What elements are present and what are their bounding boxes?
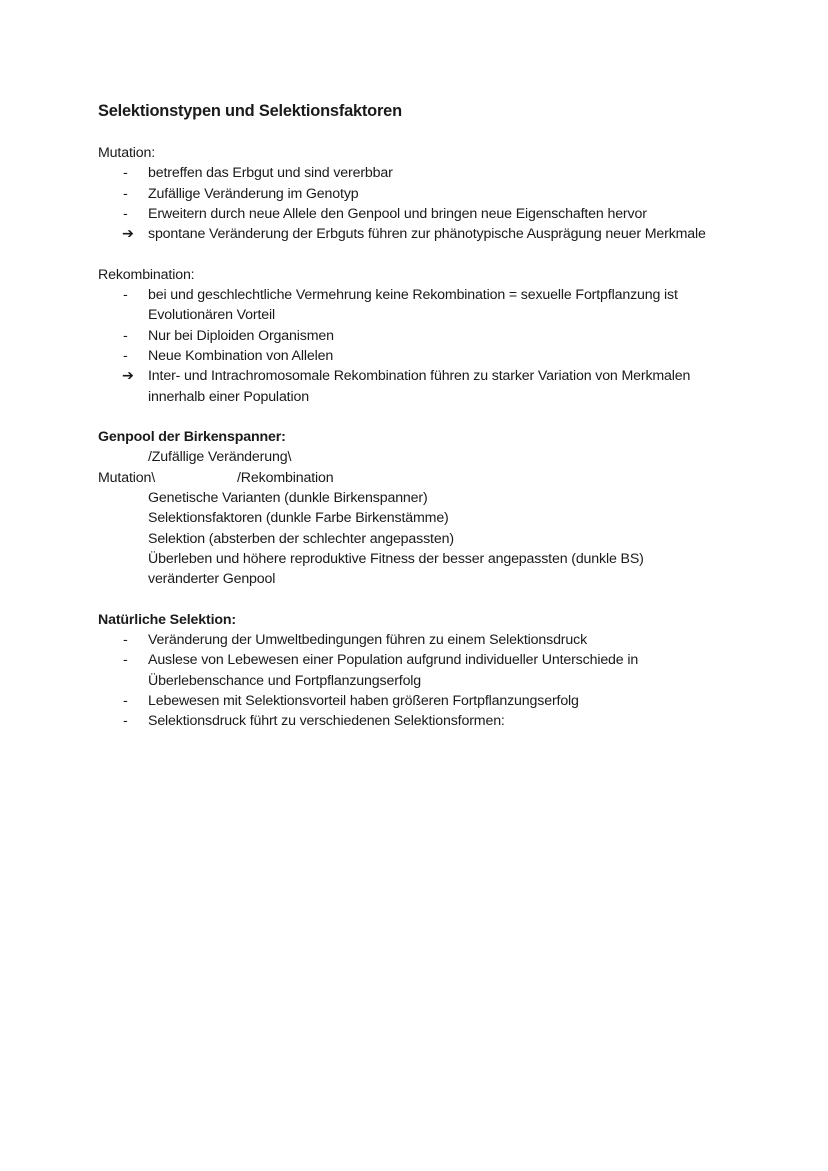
genpool-step: Überleben und höhere reproduktive Fitness der besser angepassten (dunkle BS) xyxy=(148,550,644,567)
section-natuerliche-selektion xyxy=(98,610,738,732)
list-item xyxy=(98,650,738,691)
list-item-text: Inter- und Intrachromosomale Rekombination führen zu starker Variation von Merkmalen innerhalb einer Population xyxy=(148,368,691,405)
list-item-text: Erweitern durch neue Allele den Genpool und bringen neue Eigenschaften hervor xyxy=(148,205,647,222)
section-heading-natuerliche-selektion: Natürliche Selektion: xyxy=(98,611,236,628)
arrow-right-icon: ➔ xyxy=(122,368,134,385)
genpool-diagram-line-1: /Zufällige Veränderung\ xyxy=(148,449,292,466)
list-item xyxy=(98,326,738,346)
list-item xyxy=(98,285,738,326)
list-item xyxy=(98,691,738,711)
list-item xyxy=(98,184,738,204)
section-genpool xyxy=(98,427,738,589)
document-content xyxy=(98,100,738,752)
section-heading-genpool: Genpool der Birkenspanner: xyxy=(98,429,286,446)
dash-bullet-icon: - xyxy=(123,652,128,669)
section-mutation xyxy=(98,143,738,244)
section-rekombination xyxy=(98,265,738,407)
dash-bullet-icon: - xyxy=(123,185,128,202)
genpool-step: Selektion (absterben der schlechter angepassten) xyxy=(148,530,454,547)
dash-bullet-icon: - xyxy=(123,713,128,730)
section-heading-mutation: Mutation: xyxy=(98,145,156,161)
list-item-text: spontane Veränderung der Erbguts führen zur phänotypische Ausprägung neuer Merkmale xyxy=(148,226,706,243)
arrow-right-icon: ➔ xyxy=(122,226,134,243)
list-item xyxy=(98,204,738,224)
list-item-text: Selektionsdruck führt zu verschiedenen Selektionsformen: xyxy=(148,713,505,730)
list-item xyxy=(98,366,738,407)
list-item xyxy=(98,630,738,650)
list-item xyxy=(98,224,738,244)
dash-bullet-icon: - xyxy=(123,632,128,649)
genpool-diagram-mutation: Mutation\ xyxy=(98,469,156,486)
genpool-step: Genetische Varianten (dunkle Birkenspanner) xyxy=(148,490,428,507)
list-item-text: Veränderung der Umweltbedingungen führen zu einem Selektionsdruck xyxy=(148,632,588,649)
list-item-text: Lebewesen mit Selektionsvorteil haben größeren Fortpflanzungserfolg xyxy=(148,693,579,710)
genpool-diagram-rekombination: /Rekombination xyxy=(237,469,334,486)
dash-bullet-icon: - xyxy=(123,205,128,222)
list-item-text: Neue Kombination von Allelen xyxy=(148,347,334,364)
dash-bullet-icon: - xyxy=(123,327,128,344)
dash-bullet-icon: - xyxy=(123,165,128,182)
list-item xyxy=(98,163,738,183)
document-title: Selektionstypen und Selektionsfaktoren xyxy=(98,102,402,120)
dash-bullet-icon: - xyxy=(123,287,128,304)
list-item-text: Auslese von Lebewesen einer Population aufgrund individueller Unterschiede in Überlebenschance und Fortpflanzungserfolg xyxy=(148,652,639,689)
genpool-step: Selektionsfaktoren (dunkle Farbe Birkenstämme) xyxy=(148,510,449,527)
list-item xyxy=(98,711,738,731)
genpool-diagram-line-2 xyxy=(98,468,738,488)
dash-bullet-icon: - xyxy=(123,347,128,364)
rekombination-list xyxy=(98,285,738,407)
mutation-list xyxy=(98,163,738,244)
natuerliche-selektion-list xyxy=(98,630,738,731)
section-heading-rekombination: Rekombination: xyxy=(98,266,195,283)
list-item-text: Nur bei Diploiden Organismen xyxy=(148,327,334,344)
list-item-text: betreffen das Erbgut und sind vererbbar xyxy=(148,165,393,182)
list-item-text: bei und geschlechtliche Vermehrung keine Rekombination = sexuelle Fortpflanzung ist Evolutionären Vorteil xyxy=(148,287,678,324)
list-item xyxy=(98,346,738,366)
genpool-step: veränderter Genpool xyxy=(148,571,276,588)
dash-bullet-icon: - xyxy=(123,693,128,710)
list-item-text: Zufällige Veränderung im Genotyp xyxy=(148,185,359,202)
